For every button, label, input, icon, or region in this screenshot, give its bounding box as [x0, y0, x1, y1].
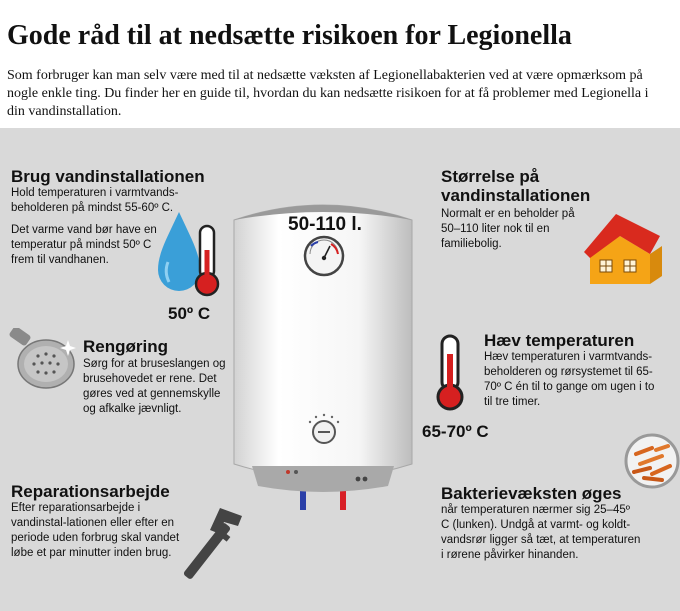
heading-bakterie: Bakterievæksten øges	[441, 484, 622, 503]
showerhead-icon	[8, 328, 82, 394]
house-icon	[580, 206, 664, 290]
temp-50: 50º C	[168, 304, 211, 323]
intro-text: Som forbruger kan man selv være med til at nedsætte væksten af Legionellabakterien ved at være opmærksom på nogle enkle ting. Du finder her en guide til, hvordan du kan nedsætte risikoen for at få problemer med Legionella i din vandinstallation.	[7, 68, 649, 119]
text-brug-1: Hold temperaturen i varmtvands-beholderen på mindst 55-60º C.	[11, 187, 179, 214]
text-rengoring: Sørg for at bruseslangen og brusehovedet er rene. Det gøres ved at gennemskylle og afkalke jævnligt.	[83, 358, 226, 415]
water-heater-illustration	[228, 196, 418, 514]
text-bakterie: når temperaturen nærmer sig 25–45º C (lunken). Undgå at varmt- og koldt-vandsrør ligger så tæt, at temperaturen i rørene påvirker hinanden.	[441, 504, 641, 561]
text-brug-2: Det varme vand bør have en temperatur på mindst 50º C frem til vandhanen.	[11, 224, 157, 266]
heading-storrelse: Størrelse på vandinstallationen	[441, 167, 591, 205]
heading-reparation: Reparationsarbejde	[11, 482, 170, 501]
page-title: Gode råd til at nedsætte risikoen for Legionella	[7, 20, 572, 51]
bacteria-icon	[622, 432, 680, 490]
boiler-capacity: 50-110 l.	[288, 214, 362, 235]
text-haev: Hæv temperaturen i varmtvands-beholderen og rørsystemet til 65-70º C én til to gange om ugen i to til tre timer.	[484, 351, 655, 408]
infographic-panel	[0, 128, 680, 611]
wrench-icon	[176, 504, 248, 586]
header	[0, 0, 680, 128]
thermometer-large-icon	[432, 334, 468, 412]
heading-haev: Hæv temperaturen	[484, 331, 635, 350]
text-storrelse: Normalt er en beholder på 50–110 liter nok til en familiebolig.	[441, 208, 575, 250]
temp-65-70: 65-70º C	[422, 422, 489, 441]
heading-brug: Brug vandinstallationen	[11, 167, 205, 186]
thermometer-icon	[192, 224, 222, 298]
text-reparation: Efter reparationsarbejde i vandinstal-lationen eller efter en periode uden forbrug skal vandet løbe et par minutter inden brug.	[11, 502, 180, 559]
heading-rengoring: Rengøring	[83, 337, 168, 356]
